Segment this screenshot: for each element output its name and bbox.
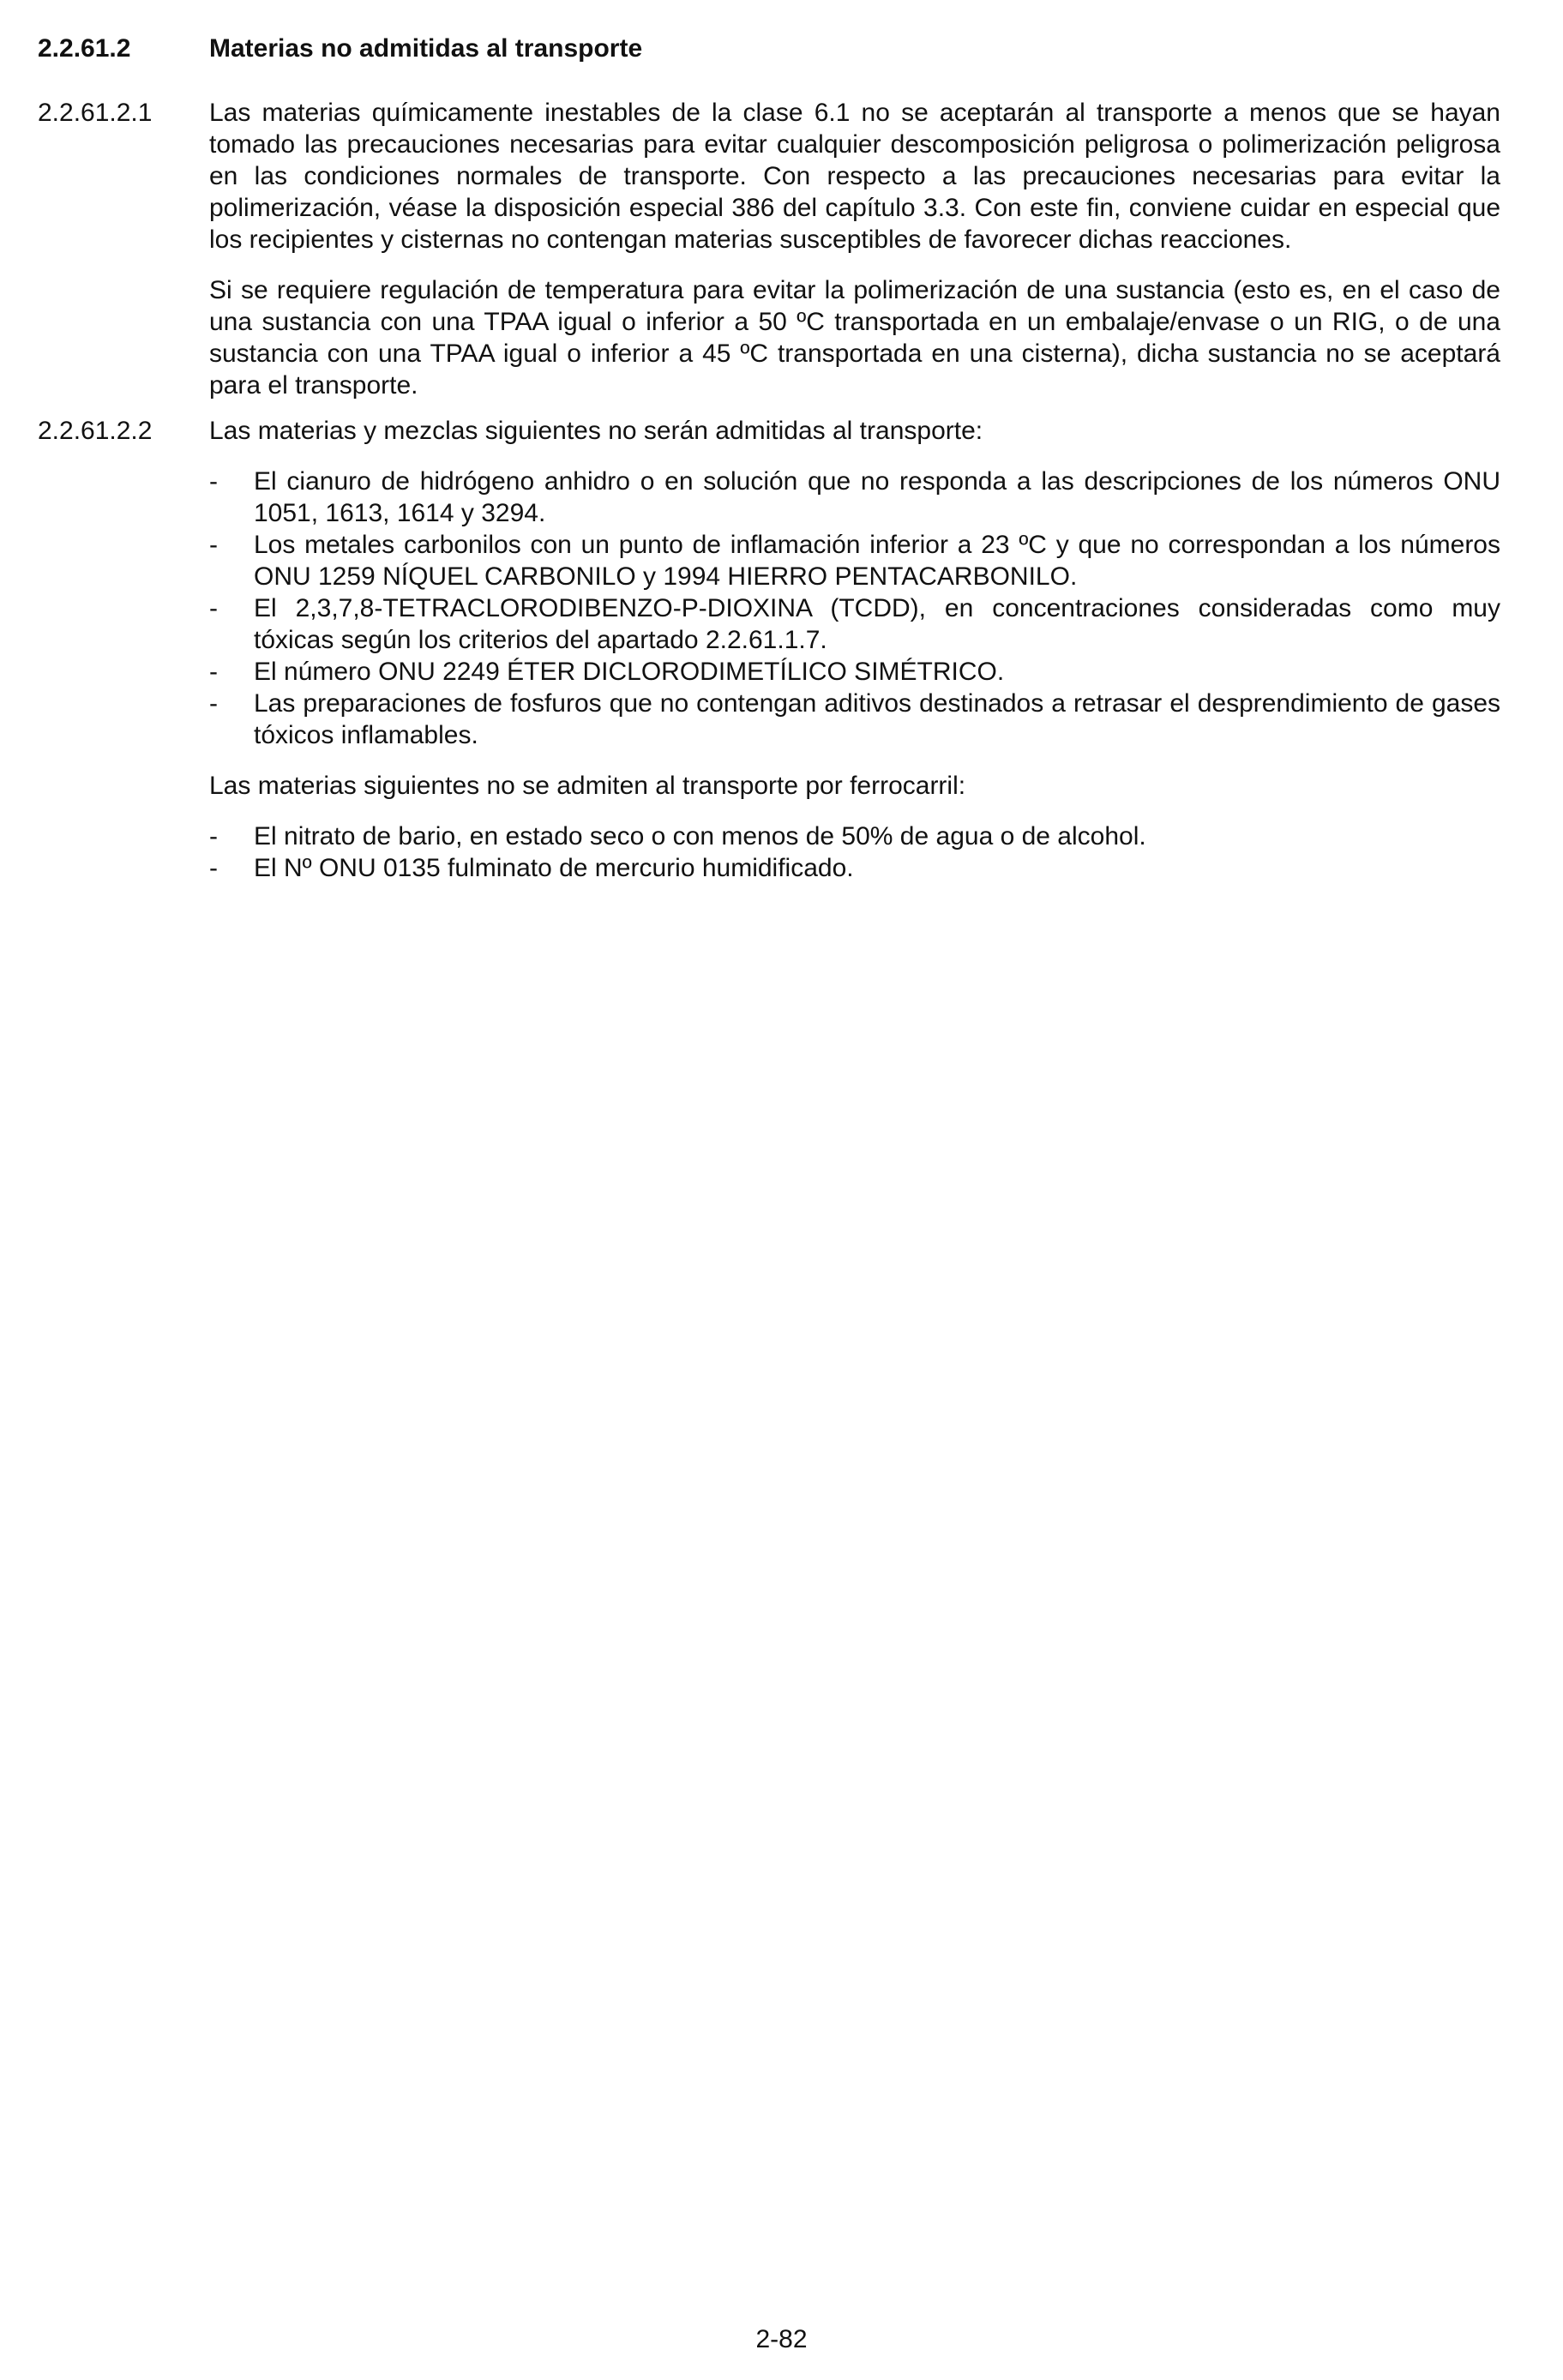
- list-dash: -: [209, 822, 218, 850]
- heading-number: 2.2.61.2: [38, 34, 131, 63]
- list-item: [209, 852, 1500, 884]
- rail-excluded-list: [209, 820, 1500, 884]
- section-body: [209, 97, 1500, 401]
- list-item: [209, 466, 1500, 529]
- paragraph: Si se requiere regulación de temperatura para evitar la polimerización de una sustancia (esto es, en el caso de una sustancia con una TPAA igual o inferior a 50 ºC transportada en un embalaje/envase o un RIG, o de una sustancia con una TPAA igual o inferior a 45 ºC transportada en una cisterna), dicha sustancia no se aceptará para el transporte.: [209, 276, 1500, 400]
- section-number: 2.2.61.2.2: [38, 417, 153, 445]
- list-item: [209, 688, 1500, 751]
- list-item: [209, 529, 1500, 592]
- list-dash: -: [209, 658, 218, 686]
- list-item-text: Los metales carbonilos con un punto de inflamación inferior a 23 ºC y que no correspondan a los números ONU 1259 NÍQUEL CARBONILO y 1994 HIERRO PENTACARBONILO.: [254, 531, 1500, 591]
- list-dash: -: [209, 854, 218, 882]
- list-item: [209, 592, 1500, 656]
- list-dash: -: [209, 689, 218, 718]
- list-item: [209, 656, 1500, 688]
- heading-title: Materias no admitidas al transporte: [209, 34, 643, 63]
- list-item-text: Las preparaciones de fosfuros que no contengan aditivos destinados a retrasar el desprendimiento de gases tóxicos inflamables.: [254, 689, 1500, 749]
- paragraph: Las materias y mezclas siguientes no serán admitidas al transporte:: [209, 417, 983, 445]
- paragraph: Las materias siguientes no se admiten al transporte por ferrocarril:: [209, 772, 966, 800]
- section-number: 2.2.61.2.1: [38, 99, 153, 127]
- section-body: [209, 415, 1500, 884]
- list-item-text: El 2,3,7,8-TETRACLORODIBENZO-P-DIOXINA (TCDD), en concentraciones consideradas como muy tóxicas según los criterios del apartado 2.2.61.1.7.: [254, 594, 1500, 654]
- list-item-text: El nitrato de bario, en estado seco o con menos de 50% de agua o de alcohol.: [254, 822, 1146, 850]
- page-number: 2-82: [755, 2325, 808, 2353]
- list-dash: -: [209, 594, 218, 622]
- excluded-substances-list: [209, 466, 1500, 751]
- list-dash: -: [209, 467, 218, 496]
- list-item-text: El número ONU 2249 ÉTER DICLORODIMETÍLICO SIMÉTRICO.: [254, 658, 1005, 686]
- list-item: [209, 820, 1500, 852]
- list-dash: -: [209, 531, 218, 559]
- paragraph: Las materias químicamente inestables de la clase 6.1 no se aceptarán al transporte a menos que se hayan tomado las precauciones necesarias para evitar cualquier descomposición peligrosa o polimerización peligrosa en las condiciones normales de transporte. Con respecto a las precauciones necesarias para evitar la polimerización, véase la disposición especial 386 del capítulo 3.3. Con este fin, conviene cuidar en especial que los recipientes y cisternas no contengan materias susceptibles de favorecer dichas reacciones.: [209, 99, 1500, 254]
- list-item-text: El cianuro de hidrógeno anhidro o en solución que no responda a las descripciones de los números ONU 1051, 1613, 1614 y 3294.: [254, 467, 1500, 527]
- list-item-text: El Nº ONU 0135 fulminato de mercurio humidificado.: [254, 854, 854, 882]
